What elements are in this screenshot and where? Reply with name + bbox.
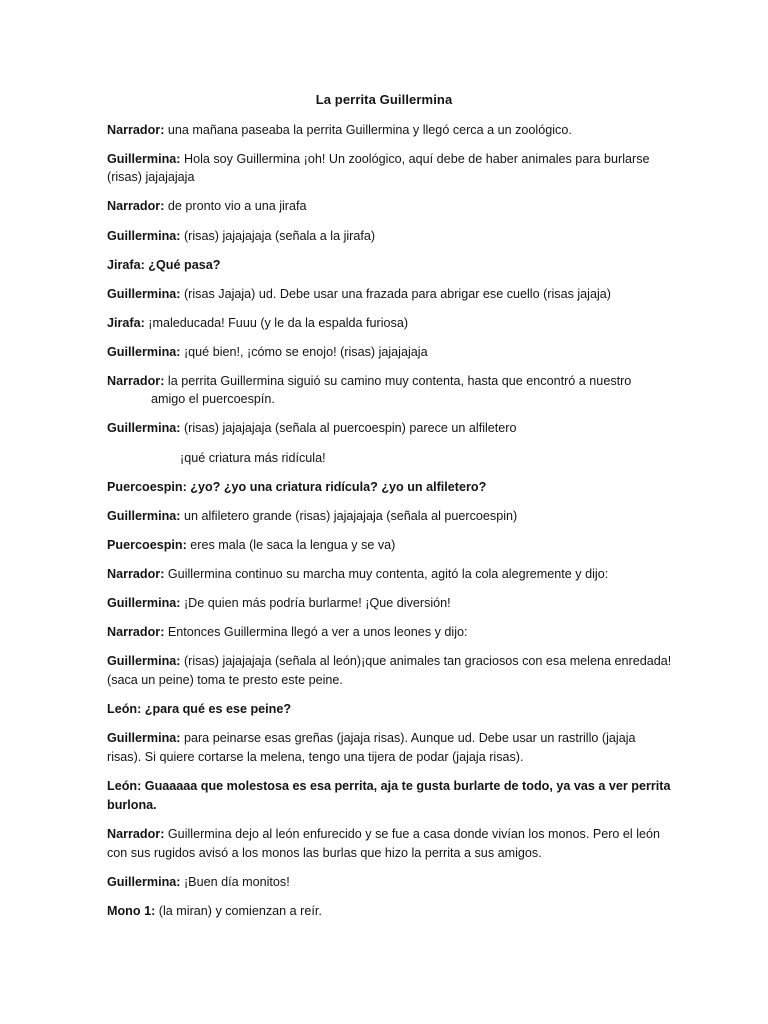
line-text: de pronto vio a una jirafa bbox=[164, 199, 307, 213]
dialogue-line bbox=[107, 565, 667, 584]
line-text: Guaaaaa que molestosa es esa perrita, aja te gusta burlarte de todo, ya vas a ver perrita bbox=[141, 779, 671, 793]
line-text: Hola soy Guillermina ¡oh! Un zoológico, aquí debe de haber animales para burlarse bbox=[180, 152, 650, 166]
dialogue-line bbox=[107, 314, 667, 333]
line-text: para peinarse esas greñas (jajaja risas). Aunque ud. Debe usar un rastrillo (jajaja bbox=[180, 731, 636, 745]
dialogue-line bbox=[107, 343, 667, 362]
line-text: (risas) jajajajaja (señala al león)¡que animales tan graciosos con esa melena enredada! bbox=[180, 654, 672, 668]
line-text: Guillermina dejo al león enfurecido y se fue a casa donde vivían los monos. Pero el león bbox=[164, 827, 661, 841]
speaker-name: León: bbox=[107, 779, 142, 793]
speaker-name: Guillermina: bbox=[107, 287, 181, 301]
speaker-name: Jirafa: bbox=[107, 316, 145, 330]
speaker-name: Narrador: bbox=[107, 374, 165, 388]
dialogue-line-continuation: risas). Si quiere cortarse la melena, tengo una tijera de podar (jajaja risas). bbox=[107, 750, 524, 764]
line-text: ¡qué bien!, ¡cómo se enojo! (risas) jajajajaja bbox=[180, 345, 428, 359]
line-text: (la miran) y comienzan a reír. bbox=[155, 904, 322, 918]
dialogue-line bbox=[107, 419, 667, 438]
line-text: (risas) jajajajaja (señala a la jirafa) bbox=[180, 229, 376, 243]
line-text: ¡De quien más podría burlarme! ¡Que diversión! bbox=[180, 596, 451, 610]
speaker-name: Guillermina: bbox=[107, 421, 181, 435]
document-title: La perrita Guillermina bbox=[315, 92, 453, 107]
dialogue-line bbox=[107, 256, 667, 275]
line-text: (risas Jajaja) ud. Debe usar una frazada para abrigar ese cuello (risas jajaja) bbox=[180, 287, 611, 301]
dialogue-line-continuation: (saca un peine) toma te presto este peine. bbox=[107, 673, 343, 687]
speaker-name: León: bbox=[107, 702, 142, 716]
speaker-name: Narrador: bbox=[107, 199, 165, 213]
dialogue-line bbox=[107, 285, 667, 304]
dialogue-line bbox=[107, 536, 667, 555]
dialogue-line bbox=[107, 623, 667, 642]
dialogue-line-continuation: amigo el puercoespín. bbox=[151, 392, 275, 406]
dialogue-line bbox=[107, 372, 667, 391]
line-text: ¡Buen día monitos! bbox=[180, 875, 290, 889]
speaker-name: Narrador: bbox=[107, 567, 165, 581]
line-text: Entonces Guillermina llegó a ver a unos leones y dijo: bbox=[164, 625, 468, 639]
speaker-name: Narrador: bbox=[107, 827, 165, 841]
speaker-name: Guillermina: bbox=[107, 152, 181, 166]
dialogue-line bbox=[107, 150, 667, 169]
speaker-name: Puercoespin: bbox=[107, 480, 187, 494]
dialogue-line bbox=[107, 478, 667, 497]
dialogue-line-continuation: con sus rugidos avisó a los monos las burlas que hizo la perrita a sus amigos. bbox=[107, 846, 542, 860]
dialogue-line bbox=[107, 873, 667, 892]
speaker-name: Guillermina: bbox=[107, 654, 181, 668]
dialogue-line bbox=[107, 594, 667, 613]
dialogue-line bbox=[107, 652, 672, 671]
line-text: eres mala (le saca la lengua y se va) bbox=[186, 538, 396, 552]
line-text: la perrita Guillermina siguió su camino muy contenta, hasta que encontró a nuestro bbox=[164, 374, 632, 388]
dialogue-line bbox=[107, 121, 667, 140]
dialogue-line bbox=[107, 197, 667, 216]
line-text: (risas) jajajajaja (señala al puercoespin) parece un alfiletero bbox=[180, 421, 517, 435]
dialogue-line-continuation: (risas) jajajajaja bbox=[107, 170, 195, 184]
dialogue-line bbox=[107, 825, 667, 844]
line-text: ¿yo? ¿yo una criatura ridícula? ¿yo un alfiletero? bbox=[186, 480, 487, 494]
speaker-name: Guillermina: bbox=[107, 875, 181, 889]
line-text: Guillermina continuo su marcha muy contenta, agitó la cola alegremente y dijo: bbox=[164, 567, 609, 581]
dialogue-line bbox=[107, 729, 667, 748]
speaker-name: Narrador: bbox=[107, 123, 165, 137]
dialogue-line-continuation: ¡qué criatura más ridícula! bbox=[180, 451, 326, 465]
line-text: una mañana paseaba la perrita Guillermina y llegó cerca a un zoológico. bbox=[164, 123, 572, 137]
dialogue-line bbox=[107, 507, 667, 526]
line-text: ¡maleducada! Fuuu (y le da la espalda furiosa) bbox=[144, 316, 409, 330]
speaker-name: Guillermina: bbox=[107, 731, 181, 745]
dialogue-line bbox=[107, 902, 667, 921]
speaker-name: Guillermina: bbox=[107, 229, 181, 243]
dialogue-line bbox=[107, 700, 667, 719]
speaker-name: Guillermina: bbox=[107, 596, 181, 610]
speaker-name: Guillermina: bbox=[107, 509, 181, 523]
speaker-name: Mono 1: bbox=[107, 904, 156, 918]
speaker-name: Puercoespin: bbox=[107, 538, 187, 552]
speaker-name: Narrador: bbox=[107, 625, 165, 639]
line-text: ¿Qué pasa? bbox=[144, 258, 221, 272]
dialogue-line bbox=[107, 777, 671, 796]
speaker-name: Jirafa: bbox=[107, 258, 145, 272]
dialogue-line-continuation: burlona. bbox=[107, 798, 157, 812]
dialogue-line bbox=[107, 227, 667, 246]
speaker-name: Guillermina: bbox=[107, 345, 181, 359]
line-text: ¿para qué es ese peine? bbox=[141, 702, 292, 716]
line-text: un alfiletero grande (risas) jajajajaja (señala al puercoespin) bbox=[180, 509, 518, 523]
